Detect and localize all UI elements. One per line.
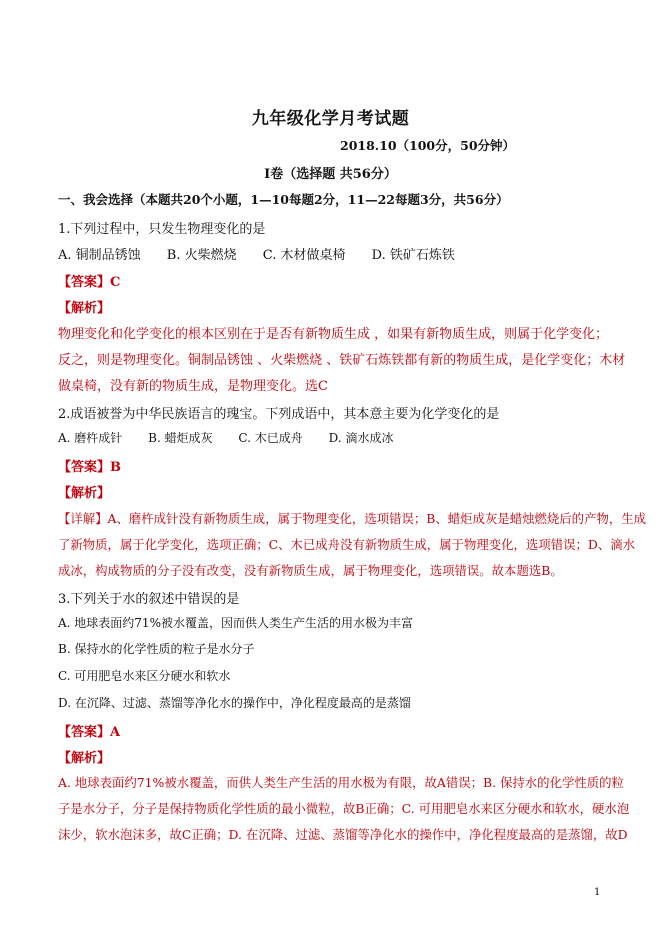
exam-info: 2018.10（100分，50分钟） bbox=[340, 138, 516, 153]
option-b: B. 保持水的化学性质的粒子是水分子 bbox=[58, 642, 255, 656]
option-c: C. 木材做桌椅 bbox=[262, 248, 346, 263]
question-3-answer: 【答案】A bbox=[58, 725, 121, 740]
option-a: A. 地球表面约71%被水覆盖，因而供人类生产生活的用水极为丰富 bbox=[58, 616, 413, 630]
page-title: 九年级化学月考试题 bbox=[251, 109, 410, 129]
option-b: B. 蜡炬成灰 bbox=[148, 431, 213, 445]
option-d: D. 铁矿石炼铁 bbox=[371, 248, 455, 263]
option-d: D. 在沉降、过滤、蒸馏等净化水的操作中，净化程度最高的是蒸馏 bbox=[58, 696, 411, 710]
question-2-analysis-label: 【解析】 bbox=[58, 486, 111, 501]
part-heading: 一、我会选择（本题共20个小题，1—10每题2分，11—22每题3分，共56分） bbox=[58, 192, 509, 207]
option-a: A. 铜制品锈蚀 bbox=[58, 248, 141, 263]
question-1-options bbox=[58, 244, 477, 263]
question-1-answer: 【答案】C bbox=[58, 275, 121, 290]
option-c: C. 可用肥皂水来区分硬水和软水 bbox=[58, 669, 231, 683]
question-1-stem: 1.下列过程中，只发生物理变化的是 bbox=[58, 222, 266, 237]
question-2-answer: 【答案】B bbox=[58, 460, 121, 475]
question-3-analysis-line: 沫少，软水泡沫多，故C正确；D. 在沉降、过滤、蒸馏等净化水的操作中，净化程度最高的是蒸馏，故D bbox=[58, 827, 628, 842]
option-a: A. 磨杵成针 bbox=[58, 431, 123, 445]
question-3-stem: 3.下列关于水的叙述中错误的是 bbox=[58, 592, 240, 607]
question-1-analysis-label: 【解析】 bbox=[58, 301, 111, 316]
question-3-analysis-line: 子是水分子，分子是保持物质化学性质的最小微粒，故B正确；C. 可用肥皂水来区分硬水和软水，硬水泡 bbox=[58, 801, 630, 816]
question-3-analysis-line: A. 地球表面约71%被水覆盖，而供人类生产生活的用水极为有限，故A错误；B. 保持水的化学性质的粒 bbox=[58, 775, 624, 790]
question-1-analysis-line: 物理变化和化学变化的根本区别在于是否有新物质生成 ，如果有新物质生成，则属于化学变化； bbox=[58, 327, 609, 342]
question-1-analysis-line: 做桌椅，没有新的物质生成，是物理变化。选C bbox=[58, 379, 328, 394]
option-b: B. 火柴燃烧 bbox=[166, 248, 237, 263]
question-2-stem: 2.成语被誉为中华民族语言的瑰宝。下列成语中，其本意主要为化学变化的是 bbox=[58, 407, 500, 422]
section-heading: I卷（选择题 共56分） bbox=[264, 167, 397, 182]
question-1-analysis-line: 反之，则是物理变化。铜制品锈蚀 、火柴燃烧 、铁矿石炼铁都有新的物质生成，是化学变化；木材 bbox=[58, 353, 626, 368]
question-2-options bbox=[58, 429, 415, 446]
option-d: D. 滴水成冰 bbox=[328, 431, 394, 445]
question-2-analysis-line: 成冰，构成物质的分子没有改变，没有新物质生成，属于物理变化，选项错误。故本题选B。 bbox=[58, 563, 563, 578]
question-2-analysis-line: 【详解】A、磨杵成针没有新物质生成，属于物理变化，选项错误；B、蜡炬成灰是蜡烛燃烧后的产物，生成 bbox=[58, 511, 647, 526]
question-2-analysis-line: 了新物质，属于化学变化，选项正确；C、木已成舟没有新物质生成，属于物理变化，选项错误；D、滴水 bbox=[58, 537, 635, 552]
option-c: C. 木已成舟 bbox=[238, 431, 303, 445]
page-number: 1 bbox=[594, 887, 601, 898]
question-3-analysis-label: 【解析】 bbox=[58, 751, 111, 766]
